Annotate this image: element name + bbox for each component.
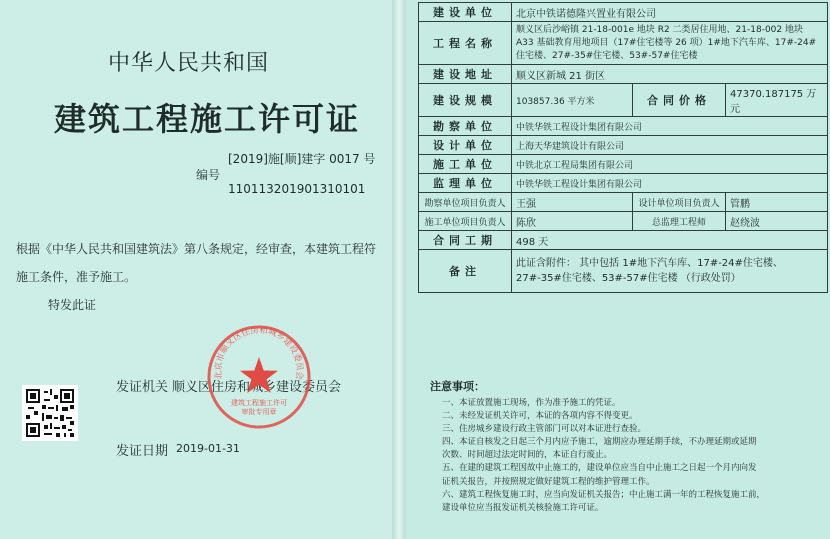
list-item: 证机关报告，并按照规定做好建筑工程的维护管理工作。: [442, 476, 655, 487]
row-label: 备注: [419, 250, 512, 293]
permit-number: [2019]施[顺]建字 0017 号: [228, 152, 376, 166]
row-value: 103857.36 平方米: [512, 84, 633, 117]
number-label: 编号: [196, 168, 221, 182]
row-value: 陈欣: [512, 212, 633, 231]
table-row: [419, 231, 828, 250]
notes-list: [442, 397, 814, 515]
table-row: [419, 193, 828, 212]
list-item: 五、在建的建筑工程因故中止施工的，建设单位应当自中止施工之日起一个月内向发: [442, 463, 757, 474]
notes-title: 注意事项：: [430, 380, 485, 393]
row-label: 总监理工程师: [633, 212, 726, 231]
list-item: 建设单位应当报发证机关核验施工许可证。: [442, 502, 604, 513]
row-value: 中铁华铁工程设计集团有限公司: [512, 174, 828, 193]
svg-text:北京市顺义区住房和城乡建设委员会: 北京市顺义区住房和城乡建设委员会: [213, 325, 305, 381]
table-row: [419, 65, 828, 84]
row-label: 合同价格: [633, 84, 726, 117]
row-label: 设计单位项目负责人: [633, 193, 726, 212]
table-row: [419, 22, 828, 65]
row-value: 中铁华铁工程设计集团有限公司: [512, 117, 828, 136]
official-seal-stamp: [205, 323, 313, 431]
table-row: [419, 212, 828, 231]
row-value: 北京中铁诺德隆兴置业有限公司: [512, 3, 828, 22]
svg-text:审批专用章: 审批专用章: [241, 408, 277, 416]
list-item: 六、建筑工程恢复施工时，应当向发证机关报告；中止施工满一年的工程恢复施工前，: [442, 489, 766, 500]
list-item: 一、本证放置施工现场，作为准予施工的凭证。: [442, 398, 621, 408]
certificate-title: 建筑工程施工许可证: [54, 100, 361, 138]
country-name: 中华人民共和国: [108, 51, 270, 76]
qr-code-icon: [22, 385, 78, 441]
row-value: 此证含附件： 其中包括 1#地下汽车库、17#-24#住宅楼、27#-35#住宅楼、53#-57#住宅楼 （行政处罚）: [512, 250, 828, 293]
table-row: [419, 84, 828, 117]
row-label: 建设单位: [419, 3, 512, 22]
approval-text-line2: 施工条件，准予施工。: [16, 270, 137, 284]
svg-text:建筑工程施工许可: 建筑工程施工许可: [231, 399, 287, 407]
row-label: 工程名称: [419, 22, 512, 65]
issuer-value: 顺义区住房和城乡建设委员会: [172, 380, 342, 395]
table-row: [419, 174, 828, 193]
page-fold: [392, 0, 406, 539]
row-label: 设计单位: [419, 136, 512, 155]
table-row: [419, 3, 828, 22]
table-row: [419, 136, 828, 155]
row-label: 合同工期: [419, 231, 512, 250]
row-value: 管鹏: [726, 193, 828, 212]
row-label: 监理单位: [419, 174, 512, 193]
approval-text-line1: 根据《中华人民共和国建筑法》第八条规定，经审查，本建筑工程符: [16, 242, 377, 256]
row-value: 498 天: [512, 231, 828, 250]
list-item: 三、住房城乡建设行政主管部门可以对本证进行查验。: [442, 424, 647, 435]
project-info-table: [418, 2, 828, 293]
row-label: 勘察单位项目负责人: [419, 193, 512, 212]
list-item: 二、未经发证机关许可，本证的各项内容不得变更。: [442, 411, 638, 422]
row-label: 建设地址: [419, 65, 512, 84]
permit-code: 110113201901310101: [228, 182, 366, 196]
row-value: 上海天华建筑设计有限公司: [512, 136, 828, 155]
table-row: [419, 155, 828, 174]
row-value: 顺义区新城 21 街区: [512, 65, 828, 84]
row-label: 建设规模: [419, 84, 512, 117]
row-value: 中铁北京工程局集团有限公司: [512, 155, 828, 174]
row-value: 47370.187175 万元: [726, 84, 828, 117]
row-value: 赵绕波: [726, 212, 828, 231]
row-label: 施工单位项目负责人: [419, 212, 512, 231]
issuer-label: 发证机关: [116, 380, 169, 395]
list-item: 次数、时间超过法定时间的，本证自行废止。: [442, 450, 613, 461]
row-value: 王强: [512, 193, 633, 212]
table-row: [419, 117, 828, 136]
issue-date-value: 2019-01-31: [176, 442, 240, 455]
certify-text: 特发此证: [48, 298, 97, 312]
row-value: 顺义区后沙峪镇 21-18-001e 地块 R2 二类居住用地、21-18-002 地块 A33 基础教育用地项目（17#住宅楼等 26 项）1#地下汽车库、17#-24#住宅楼、27#-35#住宅楼、53#-57#住宅楼: [512, 22, 828, 65]
list-item: 四、本证自核发之日起三个月内应予施工，逾期应办理延期手续，不办理延期或延期: [442, 437, 757, 448]
row-label: 施工单位: [419, 155, 512, 174]
table-row: [419, 250, 828, 293]
row-label: 勘察单位: [419, 117, 512, 136]
issue-date-label: 发证日期: [116, 444, 169, 459]
certificate-left-page: [0, 0, 392, 539]
